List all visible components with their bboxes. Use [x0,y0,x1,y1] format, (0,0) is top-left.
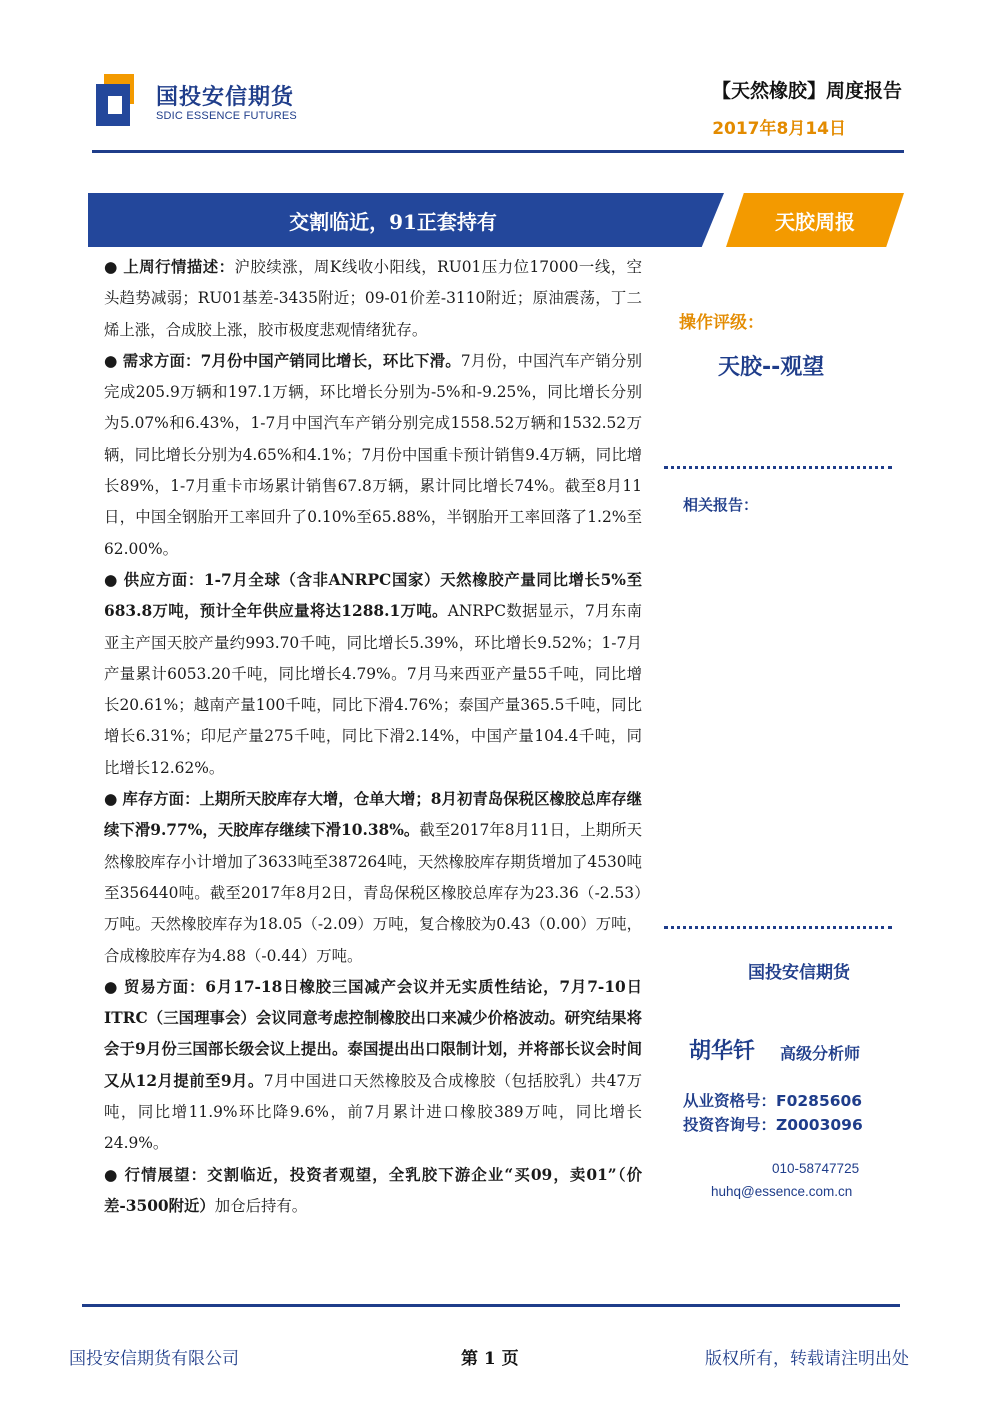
section-highlight: 交割临近，投资者观望，全乳胶下游企业“买09，卖01”（价差-3500附近） [104,1165,642,1215]
section-heading: 行情展望： [124,1165,208,1184]
bullet-icon: ● [104,977,119,996]
sidebar-dotted-divider [664,466,892,469]
section-body: 截至2017年8月11日，上期所天然橡胶库存小计增加了3633吨至387264吨，天然橡胶库存期货增加了4530吨至356440吨。截至2017年8月2日，青岛保税区橡胶总库存为23.36（-2.53）万吨。天然橡胶库存为18.05（-2.09）万吨，复合橡胶为0.43（0.00）万吨，合成橡胶库存为4.88（-0.44）万吨。 [104,821,642,965]
footer-copyright: 版权所有，转载请注明出处 [705,1349,909,1369]
section-inventory [104,784,642,972]
sidebar-company-name: 国投安信期货 [748,963,850,983]
section-body: 加仓后持有。 [214,1196,308,1215]
footer-divider [82,1304,900,1307]
bullet-icon: ● [104,1165,119,1184]
section-highlight: 1-7月全球（含非ANRPC国家）天然橡胶产量同比增长5%至683.8万吨，预计全年供应量将达1288.1万吨。 [104,570,642,621]
section-market-review [104,252,642,346]
logo-mark-icon [96,74,142,126]
section-heading: 上周行情描述： [123,258,235,276]
operation-rating-label: 操作评级： [679,313,764,333]
section-body: ANRPC数据显示，7月东南亚主产国天胶产量约993.70千吨，同比增长5.39%，环比增长9.52%；1-7月产量累计6053.20千吨，同比增长4.79%。7月马来西亚产量55千吨，同比增长20.61%；越南产量100千吨，同比下滑4.76%；泰国产量365.5千吨，同比增长6.31%；印尼产量275千吨，同比下滑2.14%，中国产量104.4千吨，同比增长12.62%。 [104,602,642,777]
section-heading: 库存方面： [122,790,200,809]
section-trade [104,972,642,1160]
analyst-title: 高级分析师 [780,1044,861,1063]
analyst-email[interactable]: huhq@essence.com.cn [711,1184,853,1199]
consulting-number: 投资咨询号：Z0003096 [683,1116,863,1134]
page-number: 第 1 页 [461,1349,519,1369]
analyst-phone: 010-58747725 [772,1161,860,1176]
section-heading: 需求方面： [122,351,201,370]
header-divider [92,150,904,153]
section-supply [104,565,642,784]
section-highlight: 上期所天胶库存大增，仓单大增；8月初青岛保税区橡胶总库存继续下滑9.77%，天胶库存继续下滑10.38%。 [104,790,642,840]
section-heading: 贸易方面： [124,977,206,996]
report-date: 2017年8月14日 [712,119,846,139]
bullet-icon: ● [104,790,118,809]
operation-rating-value: 天胶--观望 [718,355,825,380]
section-outlook [104,1160,642,1223]
section-highlight: 6月17-18日橡胶三国减产会议并无实质性结论，7月7-10日ITRC（三国理事会）会议同意考虑控制橡胶出口来减少价格波动。研究结果将会于9月份三国部长级会议上提出。泰国提出出口限制计划，并将部长议会时间又从12月提前至9月。 [104,977,642,1090]
bullet-icon: ● [104,351,118,370]
analyst-name: 胡华钎 [689,1039,756,1064]
bullet-icon: ● [104,570,119,589]
qualification-number: 从业资格号：F0285606 [683,1092,863,1110]
section-heading: 供应方面： [123,570,204,589]
main-content [104,252,642,1222]
sidebar-dotted-divider [664,926,892,929]
section-highlight: 7月份中国产销同比增长，环比下滑。 [200,351,461,370]
related-reports-label: 相关报告： [683,496,759,514]
company-logo [96,74,306,130]
report-tag: 天胶周报 [775,210,855,234]
bullet-icon: ● [104,258,118,276]
logo-english-name: SDIC ESSENCE FUTURES [156,110,297,122]
report-title: 交割临近，91正套持有 [289,210,497,234]
footer-company: 国投安信期货有限公司 [69,1349,239,1369]
section-demand [104,346,642,565]
section-body: 7月中国进口天然橡胶及合成橡胶（包括胶乳）共47万吨，同比增11.9%环比降9.6%，前7月累计进口橡胶389万吨，同比增长24.9%。 [104,1071,642,1153]
logo-chinese-name: 国投安信期货 [156,85,295,110]
section-body: 7月份，中国汽车产销分别完成205.9万辆和197.1万辆，环比增长分别为-5%和-9.25%，同比增长分别为5.07%和6.43%，1-7月中国汽车产销分别完成1558.52万辆和1532.52万辆，同比增长分别为4.65%和4.1%；7月份中国重卡预计销售9.4万辆，同比增长89%，1-7月重卡市场累计销售67.8万辆，累计同比增长74%。截至8月11日，中国全钢胎开工率回升了0.10%至65.88%，半钢胎开工率回落了1.2%至62.00%。 [104,351,642,558]
section-body: 沪胶续涨，周K线收小阳线，RU01压力位17000一线，空头趋势减弱；RU01基差-3435附近；09-01价差-3110附近；原油震荡，丁二烯上涨，合成胶上涨，胶市极度悲观情绪犹存。 [104,258,642,339]
report-type: 【天然橡胶】周度报告 [711,80,902,102]
